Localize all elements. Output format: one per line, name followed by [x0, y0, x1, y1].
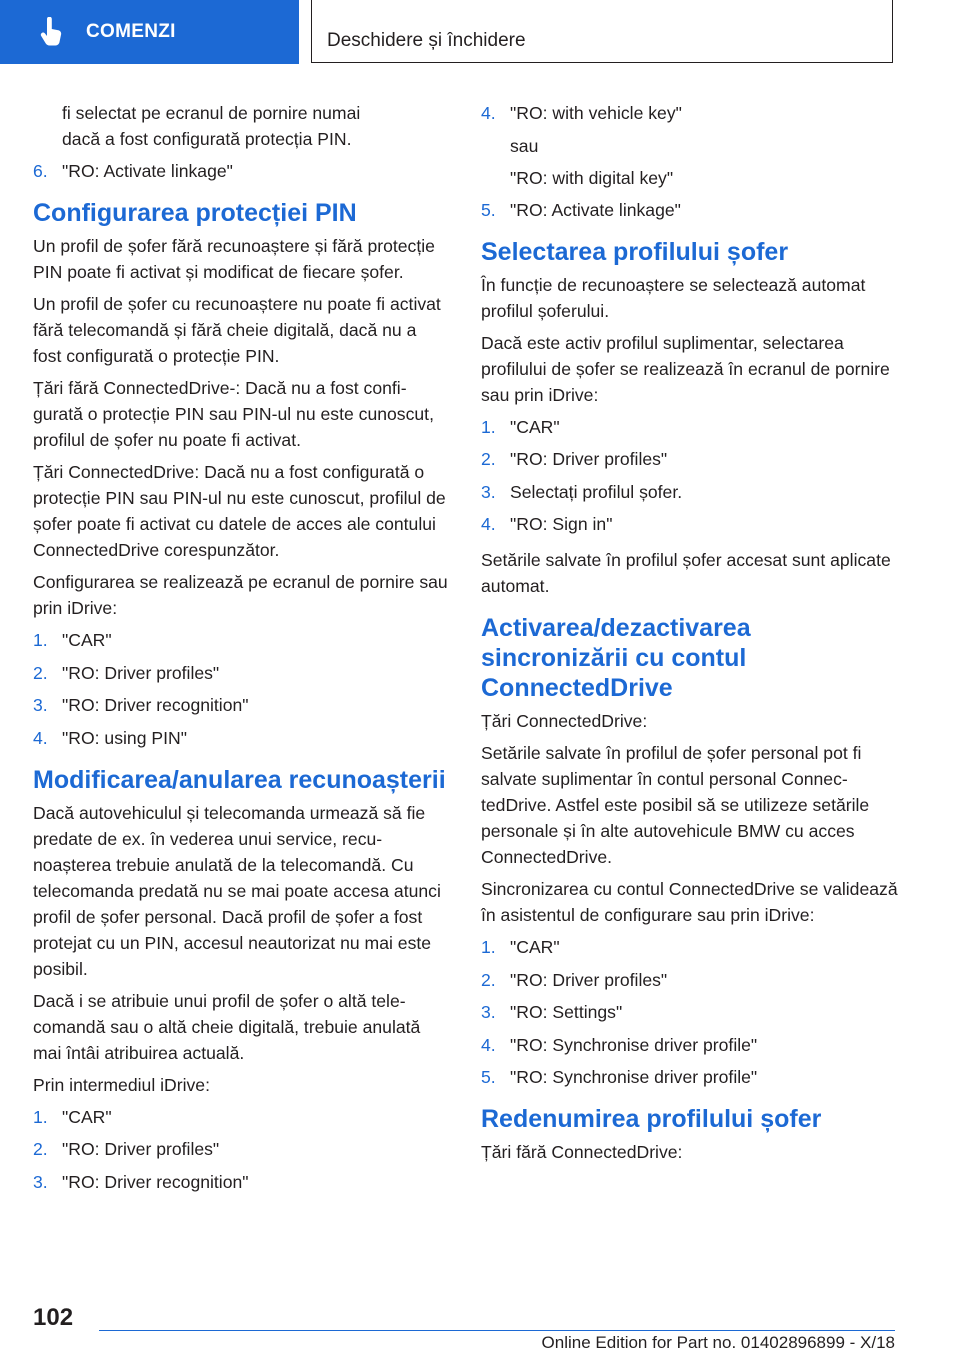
left-column: [33, 100, 448, 1205]
paragraph: Dacă este activ profilul suplimentar, selectarea profilului de șofer se realizează în ecranul de pornire sau prin iDrive:: [481, 332, 890, 405]
hand-pointer-icon: [38, 17, 64, 47]
list-item: [481, 511, 899, 537]
list-item: [33, 1104, 448, 1130]
list-number: 1.: [481, 937, 496, 957]
list-text: "RO: using PIN": [62, 727, 187, 748]
list-number: 4.: [481, 103, 496, 123]
list-text: "RO: Driver recognition": [62, 1171, 249, 1192]
list-item: [33, 692, 448, 718]
list-item: [33, 627, 448, 653]
list-text: "RO: Sign in": [510, 514, 613, 534]
list-item: [481, 479, 899, 505]
heading-sync-connecteddrive: Activarea/dezactivarea sincronizării cu contul ConnectedDrive: [481, 614, 751, 702]
paragraph: Dacă autovehiculul și telecomanda urmează să fie predate de ex. în vederea unui service, recunoașterea trebuie anulată de la telecomandă. Cu telecomanda predată nu se mai poate accesa atunci profil de șofer personal. Dacă profil de șofer a fost protejat cu un PIN, accesul neautorizat nu mai este posibil.: [33, 802, 441, 979]
list-item: [481, 967, 899, 993]
list-number: 5.: [481, 199, 496, 220]
list-item: [481, 1064, 899, 1090]
steps-list: [481, 934, 899, 1090]
list-number: 2.: [33, 1139, 48, 1159]
list-text: "CAR": [510, 937, 560, 957]
list-item: [33, 158, 448, 184]
list-number: 1.: [33, 1106, 48, 1127]
continued-list: [481, 100, 899, 126]
list-number: 1.: [33, 630, 48, 650]
list-number: 3.: [481, 1002, 496, 1022]
list-number: 1.: [481, 416, 496, 437]
list-item: [33, 660, 448, 686]
list-text: "RO: Driver profiles": [62, 1139, 220, 1159]
list-text: "RO: Driver profiles": [62, 662, 220, 683]
list-item: [481, 100, 899, 126]
paragraph: În funcție de recunoaștere se selectează automat profilul șoferului.: [481, 274, 866, 321]
alternative-text: "RO: with digital key": [510, 167, 674, 188]
list-text: "RO: Synchronise driver profile": [510, 1034, 758, 1055]
heading-modify-recognition: Modificarea/anularea recunoașterii: [33, 765, 446, 794]
list-item: [481, 1032, 899, 1058]
alternative-or: sau: [510, 135, 539, 156]
paragraph: Prin intermediul iDrive:: [33, 1074, 210, 1095]
paragraph: Țări fără ConnectedDrive-: Dacă nu a fost configurată o protecție PIN sau PIN-ul nu este cunoscut, profilul de șofer nu poate fi activat.: [33, 378, 434, 450]
list-text: "RO: Driver recognition": [62, 695, 249, 715]
list-number: 5.: [481, 1067, 496, 1087]
list-number: 2.: [481, 969, 496, 990]
list-number: 3.: [481, 481, 496, 502]
steps-list: [33, 627, 448, 751]
list-text: "CAR": [62, 1106, 112, 1127]
continued-line: dacă a fost configurată protecția PIN.: [62, 129, 352, 149]
paragraph: Sincronizarea cu contul ConnectedDrive se validează în asistentul de configurare sau prin iDrive:: [481, 879, 898, 925]
continued-list: [33, 158, 448, 184]
heading-rename-profile: Redenumirea profilului șofer: [481, 1105, 822, 1133]
list-number: 2.: [33, 662, 48, 683]
list-number: 4.: [481, 1034, 496, 1055]
paragraph: Un profil de șofer fără recunoaștere și fără protecție PIN poate fi activat și modificat de fiecare șofer.: [33, 236, 435, 282]
continued-line: fi selectat pe ecranul de pornire numai: [62, 103, 361, 123]
list-number: 2.: [481, 449, 496, 469]
steps-list: [33, 1104, 448, 1195]
list-number: 3.: [33, 695, 48, 715]
list-item: [481, 934, 899, 960]
paragraph: Dacă i se atribuie unui profil de șofer o altă telecomandă sau o altă cheie digitală, trebuie anulată mai întâi atribuirea actuală.: [33, 990, 421, 1063]
continued-text: [33, 100, 448, 152]
continued-list: [481, 197, 899, 223]
list-item: [33, 725, 448, 751]
list-item: [33, 1169, 448, 1195]
section-tab-label: COMENZI: [86, 21, 176, 42]
list-item: [481, 999, 899, 1025]
list-text: "RO: Settings": [510, 1002, 623, 1022]
paragraph: Țări ConnectedDrive: Dacă nu a fost configurată o protecție PIN sau PIN-ul nu este cunoscut, profilul de șofer poate fi activat cu datele de acces ale contului ConnectedDrive corespunzător.: [33, 462, 446, 560]
list-text: "RO: Activate linkage": [62, 161, 233, 181]
edition-text: Online Edition for Part no. 01402896899 - X/18: [541, 1333, 895, 1352]
paragraph: Țări ConnectedDrive:: [481, 711, 648, 731]
list-text: "RO: Driver profiles": [510, 969, 668, 990]
list-item: [481, 414, 899, 440]
list-item: [33, 1136, 448, 1162]
list-text: "CAR": [62, 630, 112, 650]
right-column: [481, 100, 899, 1171]
steps-list: [481, 414, 899, 538]
paragraph: Țări fără ConnectedDrive:: [481, 1142, 683, 1162]
list-number: 4.: [481, 514, 496, 534]
paragraph: Un profil de șofer cu recunoaștere nu poate fi activat fără telecomandă și fără cheie digitală, dacă nu a fost configurată o protecție PIN.: [33, 294, 441, 366]
page-number: 102: [33, 1304, 74, 1331]
list-text: "RO: with vehicle key": [510, 103, 682, 123]
list-text: "RO: Activate linkage": [510, 199, 681, 220]
paragraph: Setările salvate în profilul șofer accesat sunt aplicate automat.: [481, 550, 891, 596]
list-text: "CAR": [510, 416, 560, 437]
heading-pin-protection: Configurarea protecției PIN: [33, 199, 357, 227]
chapter-title: Deschidere și închidere: [327, 30, 526, 51]
list-number: 6.: [33, 161, 48, 181]
footer-divider: [99, 1330, 895, 1331]
heading-select-profile: Selectarea profilului șofer: [481, 237, 789, 266]
paragraph: Configurarea se realizează pe ecranul de pornire sau prin iDrive:: [33, 572, 448, 618]
list-number: 4.: [33, 727, 48, 748]
list-item: [481, 197, 899, 223]
list-text: "RO: Driver profiles": [510, 449, 668, 469]
list-text: Selectați profilul șofer.: [510, 481, 683, 502]
chapter-header: [311, 0, 893, 63]
list-number: 3.: [33, 1171, 48, 1192]
section-tab[interactable]: [0, 0, 299, 64]
list-text: "RO: Synchronise driver profile": [510, 1067, 758, 1087]
paragraph: Setările salvate în profilul de șofer personal pot fi salvate suplimentar în contul personal ConnectedDrive. Astfel este posibil să se utilizeze setările personale și în alte autovehicule BMW cu acces ConnectedDrive.: [481, 743, 870, 867]
list-item: [481, 446, 899, 472]
